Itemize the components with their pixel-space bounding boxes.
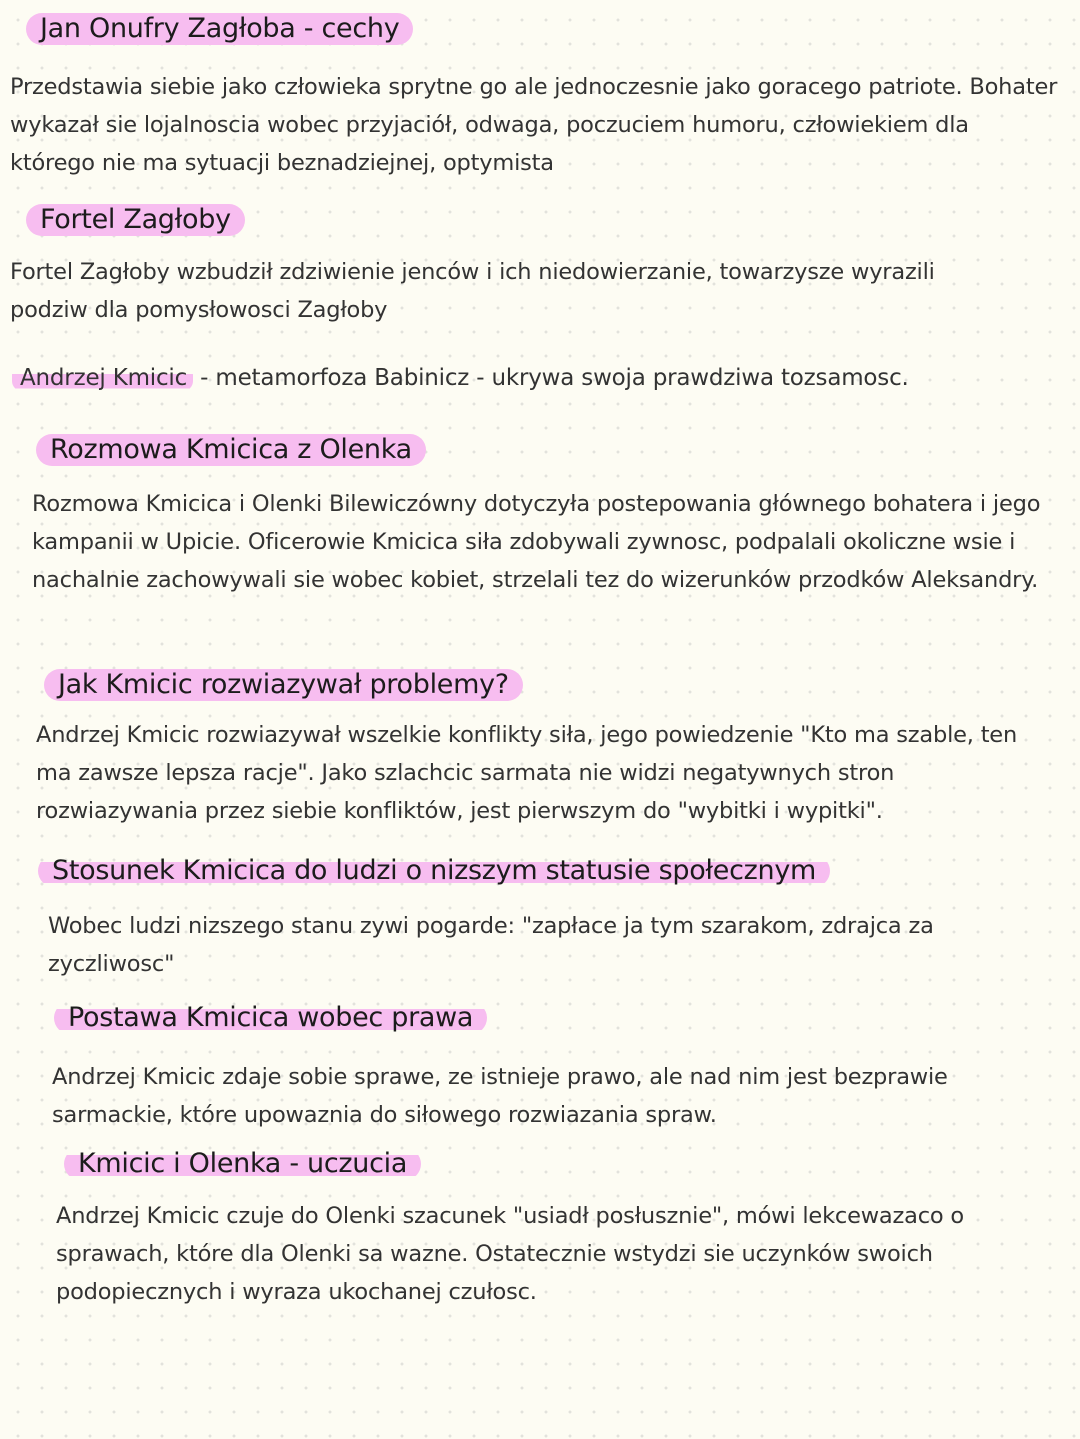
heading-zagloba-traits: Jan Onufry Zagłoba - cechy [26, 13, 413, 45]
kmicic-name-highlight: Andrzej Kmicic [12, 365, 193, 391]
paragraph-lower-status: Wobec ludzi nizszego stanu zywi pogarde: "zapłace ja tym szarakom, zdrajca za zyczliwosc" [48, 913, 934, 977]
kmicic-metamorphosis-text: - metamorfoza Babinicz - ukrywa swoja prawdziwa tozsamosc. [193, 365, 909, 391]
heading-conversation: Rozmowa Kmicica z Olenka [36, 434, 426, 466]
paragraph-law: Andrzej Kmicic zdaje sobie sprawe, ze istnieje prawo, ale nad nim jest bezprawie sarmackie, które upowaznia do siłowego rozwiazania spraw. [52, 1064, 948, 1128]
heading-zagloba-trick: Fortel Zagłoby [26, 204, 245, 236]
heading-lower-status: Stosunek Kmicica do ludzi o nizszym statusie społecznym [38, 855, 830, 887]
paragraph-problems: Andrzej Kmicic rozwiazywał wszelkie konflikty siła, jego powiedzenie "Kto ma szable, ten ma zawsze lepsza racje". Jako szlachcic sarmata nie widzi negatywnych stron rozwiazywania przez siebie konfliktów, jest pierwszym do "wybitki i wypitki". [36, 722, 1018, 824]
paragraph-zagloba-traits: Przedstawia siebie jako człowieka sprytne go ale jednoczesnie jako goracego patriote. Bohater wykazał sie lojalnoscia wobec przyjaciół, odwaga, poczuciem humoru, człowiekiem dla którego nie ma sytuacji beznadziejnej, optymista [10, 74, 1058, 176]
paragraph-zagloba-trick: Fortel Zagłoby wzbudził zdziwienie jenców i ich niedowierzanie, towarzysze wyrazili podziw dla pomysłowosci Zagłoby [10, 259, 935, 323]
kmicic-metamorphosis-line [12, 361, 909, 395]
paragraph-feelings: Andrzej Kmicic czuje do Olenki szacunek "usiadł posłusznie", mówi lekcewazaco o sprawach, które dla Olenki sa wazne. Ostatecznie wstydzi sie uczynków swoich podopiecznych i wyraza ukochanej czułosc. [56, 1203, 964, 1305]
paragraph-conversation: Rozmowa Kmicica i Olenki Bilewiczówny dotyczyła postepowania głównego bohatera i jego kampanii w Upicie. Oficerowie Kmicica siła zdobywali zywnosc, podpalali okoliczne wsie i nachalnie zachowywali sie wobec kobiet, strzelali tez do wizerunków przodków Aleksandry. [32, 491, 1041, 593]
heading-problems: Jak Kmicic rozwiazywał problemy? [44, 669, 523, 701]
heading-feelings: Kmicic i Olenka - uczucia [64, 1148, 421, 1180]
heading-law: Postawa Kmicica wobec prawa [54, 1002, 487, 1034]
